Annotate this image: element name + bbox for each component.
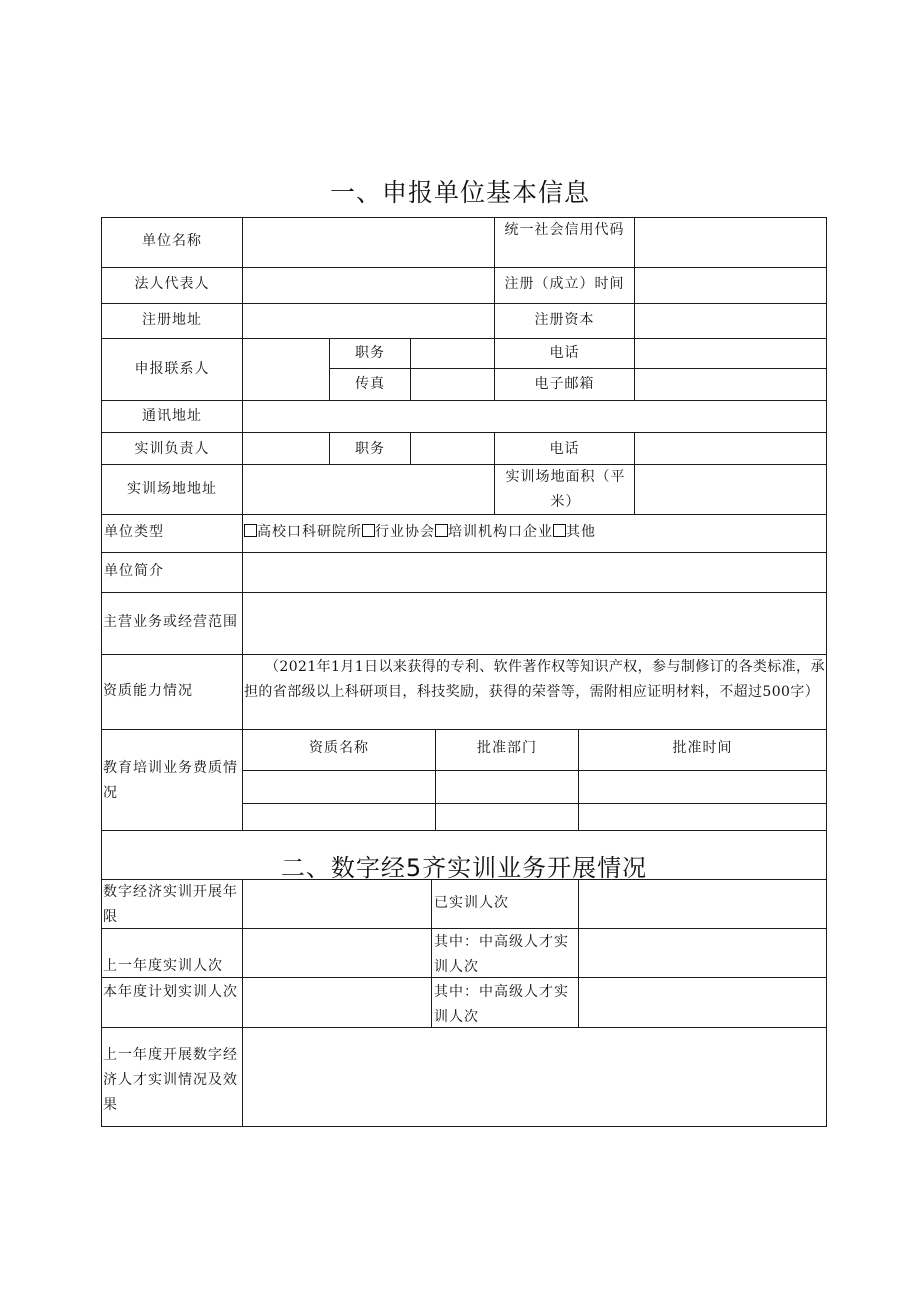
phone-field-2[interactable]: [635, 433, 826, 464]
edu-header-time: 批准时间: [672, 740, 733, 756]
site-address-field[interactable]: [243, 465, 494, 514]
position-field-2[interactable]: [411, 433, 494, 464]
site-area-label: 实训场地面积（平米）: [505, 469, 626, 510]
unit-type-label: 单位类型: [104, 524, 164, 540]
checkbox-training[interactable]: [435, 524, 448, 537]
effect-label: 上一年度开展数字经济人才实训情况及效果: [103, 1047, 238, 1113]
checkbox-association[interactable]: [362, 524, 375, 537]
edu-cell[interactable]: [243, 804, 435, 830]
unit-name-field[interactable]: [243, 218, 494, 267]
qualification-label: 资质能力情况: [103, 683, 193, 699]
reg-address-field[interactable]: [243, 304, 494, 338]
effect-field[interactable]: [243, 1028, 826, 1126]
site-address-label: 实训场地地址: [127, 481, 217, 497]
option-university: 高校: [257, 524, 287, 540]
edu-cell[interactable]: [243, 771, 435, 803]
reg-time-field[interactable]: [635, 268, 826, 303]
reg-capital-field[interactable]: [635, 304, 826, 338]
option-enterprise: 口企业: [508, 524, 553, 540]
mail-address-field[interactable]: [243, 401, 826, 432]
qualification-note: （2021年1月1日以来获得的专利、软件著作权等知识产权，参与制修订的各类标准，承担的省部级以上科研项目，科技奖励，获得的荣誉等，需附相应证明材料，不超过500字）: [244, 659, 825, 700]
option-other: 其他: [566, 524, 596, 540]
senior-label-1: 其中：中高级人才实训人次: [434, 934, 569, 975]
last-year-field[interactable]: [243, 929, 431, 977]
unit-intro-label: 单位简介: [104, 563, 164, 579]
edu-label: 教育培训业务费质情况: [103, 760, 238, 801]
fax-field[interactable]: [411, 369, 494, 400]
senior-field-1[interactable]: [579, 929, 826, 977]
contact-field[interactable]: [243, 339, 329, 400]
contact-label: 申报联系人: [134, 361, 210, 377]
position-label: 职务: [355, 345, 385, 361]
legal-rep-field[interactable]: [243, 268, 494, 303]
unit-name-label: 单位名称: [142, 233, 202, 249]
years-field[interactable]: [243, 880, 431, 928]
option-research: 口科研院所: [287, 524, 362, 540]
section2-title: 二、数字经5齐实训业务开展情况: [280, 854, 648, 882]
reg-address-label: 注册地址: [142, 312, 202, 328]
senior-label-2: 其中：中高级人才实训人次: [434, 984, 569, 1025]
credit-code-label: 统一社会信用代码: [504, 222, 625, 238]
training-head-label: 实训负责人: [134, 441, 210, 457]
unit-type-options: [244, 520, 596, 545]
position-field[interactable]: [411, 339, 494, 368]
site-area-field[interactable]: [635, 465, 826, 514]
fax-label: 传真: [355, 376, 385, 392]
email-field[interactable]: [635, 369, 826, 400]
mail-address-label: 通讯地址: [142, 408, 202, 424]
years-label: 数字经济实训开展年限: [103, 884, 238, 925]
position-label-2: 职务: [355, 441, 385, 457]
training-head-field[interactable]: [243, 433, 329, 464]
last-year-label: 上一年度实训人次: [103, 958, 223, 974]
phone-label: 电话: [549, 345, 580, 361]
legal-rep-label: 法人代表人: [134, 276, 210, 292]
edu-cell[interactable]: [579, 771, 826, 803]
phone-label-2: 电话: [549, 441, 580, 457]
business-scope-field[interactable]: [243, 593, 826, 654]
checkbox-other[interactable]: [553, 524, 566, 537]
edu-cell[interactable]: [579, 804, 826, 830]
trained-field[interactable]: [579, 880, 826, 928]
trained-label: 已实训人次: [434, 895, 509, 911]
email-label: 电子邮箱: [534, 376, 595, 392]
checkbox-university[interactable]: [244, 524, 257, 537]
phone-field[interactable]: [635, 339, 826, 368]
business-scope-label: 主营业务或经营范围: [103, 614, 238, 630]
this-year-field[interactable]: [243, 978, 431, 1027]
edu-header-dept: 批准部门: [477, 740, 537, 756]
section1-title: 一、申报单位基本信息: [329, 178, 590, 207]
option-training: 培训机构: [448, 524, 508, 540]
reg-time-label: 注册（成立）时间: [504, 276, 625, 292]
unit-intro-field[interactable]: [243, 553, 826, 592]
edu-header-name: 资质名称: [309, 740, 369, 756]
reg-capital-label: 注册资本: [534, 312, 595, 328]
option-association: 行业协会: [375, 524, 435, 540]
credit-code-field[interactable]: [635, 218, 826, 267]
edu-cell[interactable]: [436, 771, 578, 803]
senior-field-2[interactable]: [579, 978, 826, 1027]
edu-cell[interactable]: [436, 804, 578, 830]
this-year-label: 本年度计划实训人次: [103, 984, 238, 1000]
